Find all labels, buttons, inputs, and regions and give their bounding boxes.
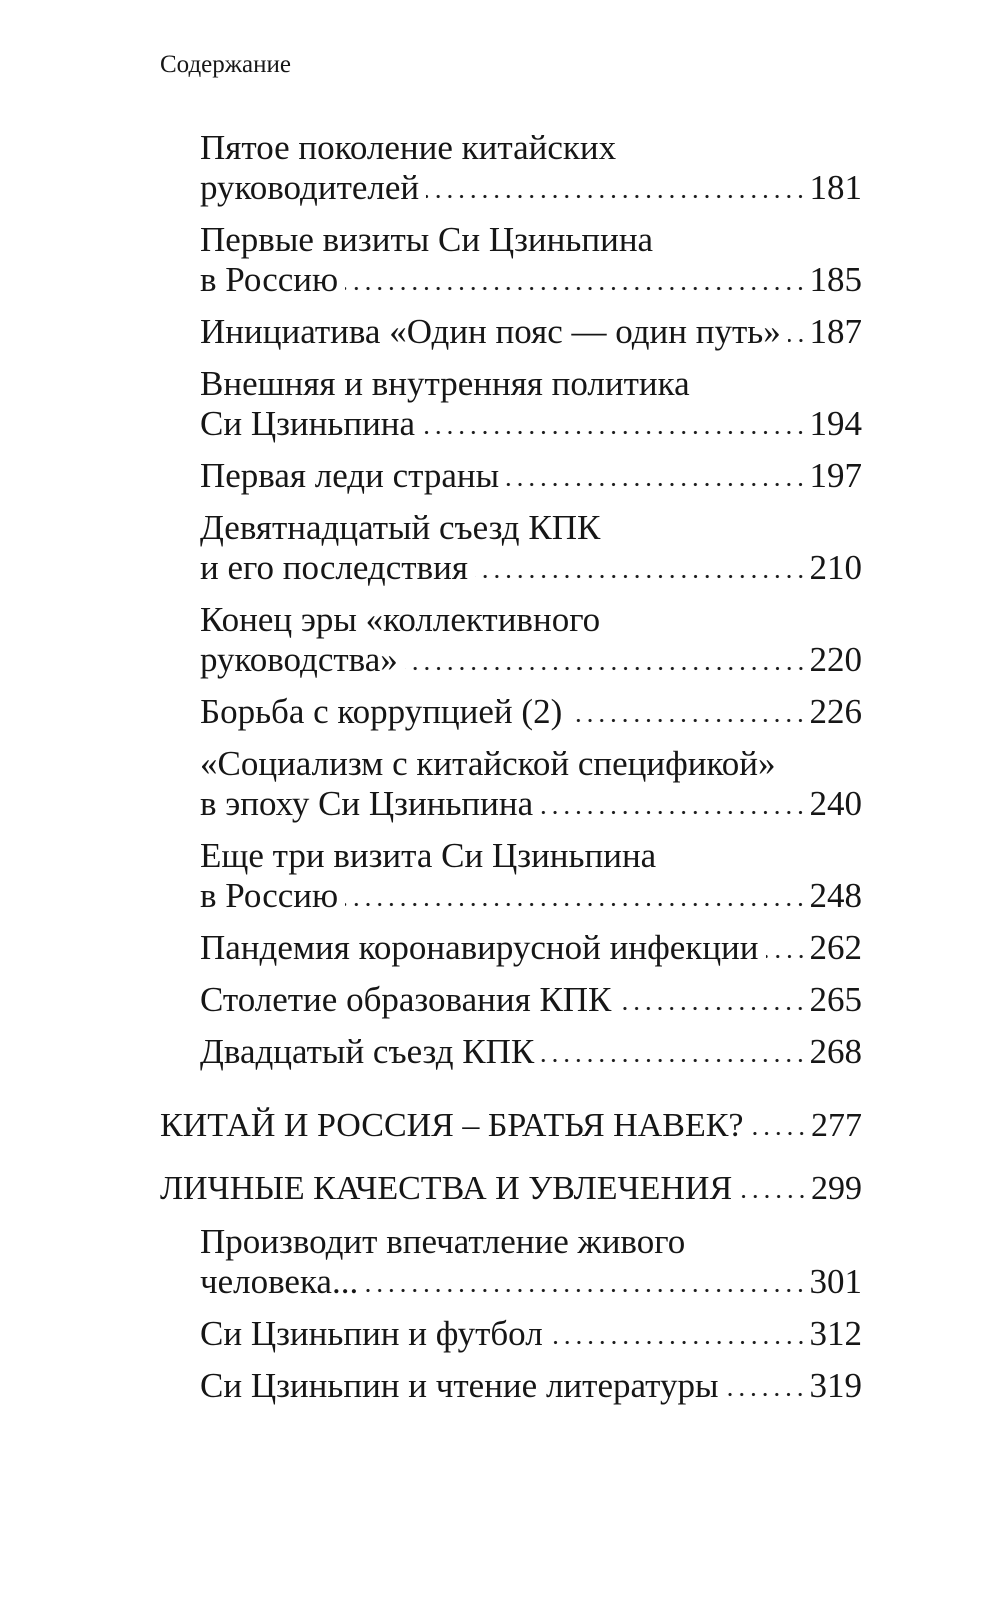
toc-entry <box>160 456 862 496</box>
entry-title: Пандемия коронавирусной инфекции <box>200 928 759 967</box>
chapter-line <box>160 1169 862 1209</box>
dot-leader <box>345 902 806 907</box>
entry-last-line <box>200 640 862 680</box>
page-number: 299 <box>811 1170 862 1207</box>
page-number: 185 <box>809 260 862 299</box>
entry-last-line <box>200 312 862 352</box>
dot-leader <box>569 718 806 723</box>
page-number: 197 <box>809 456 862 495</box>
entry-last-line <box>200 456 862 496</box>
toc-entry <box>160 312 862 352</box>
toc-entry <box>160 928 862 968</box>
entry-title-line: Си Цзиньпина <box>200 404 416 443</box>
dot-leader <box>426 194 806 199</box>
entry-title-line: руководства» <box>200 640 398 679</box>
toc-entry <box>160 1032 862 1072</box>
page-number: 220 <box>809 640 862 679</box>
entry-title-line: в Россию <box>200 260 339 299</box>
dot-leader <box>550 1340 807 1345</box>
dot-leader <box>618 1006 806 1011</box>
toc-entry <box>160 508 862 588</box>
page-number: 262 <box>809 928 862 967</box>
entry-last-line <box>200 404 862 444</box>
entry-title-line: Конец эры «коллективного <box>200 600 601 639</box>
entry-title-line: Производит впечатление живого <box>200 1222 686 1261</box>
dot-leader <box>475 574 807 579</box>
entry-last-line <box>200 928 862 968</box>
entry-title-line: Внешняя и внутренняя политика <box>200 364 690 403</box>
entry-last-line <box>200 168 862 208</box>
dot-leader <box>739 1194 808 1199</box>
entry-title-line: человека... <box>200 1262 359 1301</box>
dot-leader <box>788 338 807 343</box>
entry-last-line <box>200 1314 862 1354</box>
entry-last-line <box>200 1262 862 1302</box>
toc-entry <box>160 1222 862 1302</box>
table-of-contents <box>160 128 862 1406</box>
toc-entry <box>160 836 862 916</box>
dot-leader <box>750 1131 808 1136</box>
entry-last-line <box>200 548 862 588</box>
entry-last-line <box>200 784 862 824</box>
dot-leader <box>405 666 807 671</box>
entry-title: Первая леди страны <box>200 456 500 495</box>
dot-leader <box>506 482 806 487</box>
toc-entry <box>160 128 862 208</box>
entry-last-line <box>200 1366 862 1406</box>
page-number: 187 <box>809 312 862 351</box>
page-number: 181 <box>809 168 862 207</box>
entry-title-line: Еще три визита Си Цзиньпина <box>200 836 657 875</box>
toc-entry <box>160 1366 862 1406</box>
entry-title: Столетие образования КПК <box>200 980 612 1019</box>
dot-leader <box>365 1288 806 1293</box>
page-number: 268 <box>809 1032 862 1071</box>
toc-entry <box>160 692 862 732</box>
dot-leader <box>422 430 806 435</box>
dot-leader <box>345 286 806 291</box>
entry-last-line <box>200 692 862 732</box>
dot-leader <box>725 1392 806 1397</box>
chapter-title: КИТАЙ И РОССИЯ – БРАТЬЯ НАВЕК? <box>160 1107 744 1144</box>
entry-last-line <box>200 876 862 916</box>
running-header: Содержание <box>160 51 291 78</box>
entry-title: Си Цзиньпин и чтение литературы <box>200 1366 719 1405</box>
entry-title-line: Пятое поколение китайских <box>200 128 617 167</box>
toc-chapter <box>160 1169 862 1209</box>
page-number: 248 <box>809 876 862 915</box>
toc-chapter <box>160 1106 862 1146</box>
page-number: 226 <box>809 692 862 731</box>
page-number: 312 <box>809 1314 862 1353</box>
page-number: 265 <box>809 980 862 1019</box>
entry-title-line: в эпоху Си Цзиньпина <box>200 784 534 823</box>
entry-title: Двадцатый съезд КПК <box>200 1032 535 1071</box>
dot-leader <box>541 1058 806 1063</box>
entry-title: Инициатива «Один пояс — один путь» <box>200 312 781 351</box>
chapter-title: ЛИЧНЫЕ КАЧЕСТВА И УВЛЕЧЕНИЯ <box>160 1170 733 1207</box>
entry-last-line <box>200 260 862 300</box>
page-number: 194 <box>809 404 862 443</box>
toc-entry <box>160 744 862 824</box>
entry-title-line: и его последствия <box>200 548 468 587</box>
page-number: 319 <box>809 1366 862 1405</box>
toc-entry <box>160 364 862 444</box>
entry-last-line <box>200 980 862 1020</box>
entry-title-line: Первые визиты Си Цзиньпина <box>200 220 654 259</box>
entry-title-line: руководителей <box>200 168 420 207</box>
toc-entry <box>160 220 862 300</box>
page-number: 210 <box>809 548 862 587</box>
entry-title-line: Девятнадцатый съезд КПК <box>200 508 601 547</box>
page-number: 277 <box>811 1107 862 1144</box>
entry-title-line: в Россию <box>200 876 339 915</box>
entry-last-line <box>200 1032 862 1072</box>
toc-entry <box>160 600 862 680</box>
page-number: 240 <box>809 784 862 823</box>
dot-leader <box>766 954 807 959</box>
entry-title-line: «Социализм с китайской спецификой» <box>200 744 776 783</box>
entry-title: Борьба с коррупцией (2) <box>200 692 563 731</box>
page-number: 301 <box>809 1262 862 1301</box>
toc-entry <box>160 980 862 1020</box>
entry-title: Си Цзиньпин и футбол <box>200 1314 543 1353</box>
dot-leader <box>540 810 806 815</box>
chapter-line <box>160 1106 862 1146</box>
toc-entry <box>160 1314 862 1354</box>
